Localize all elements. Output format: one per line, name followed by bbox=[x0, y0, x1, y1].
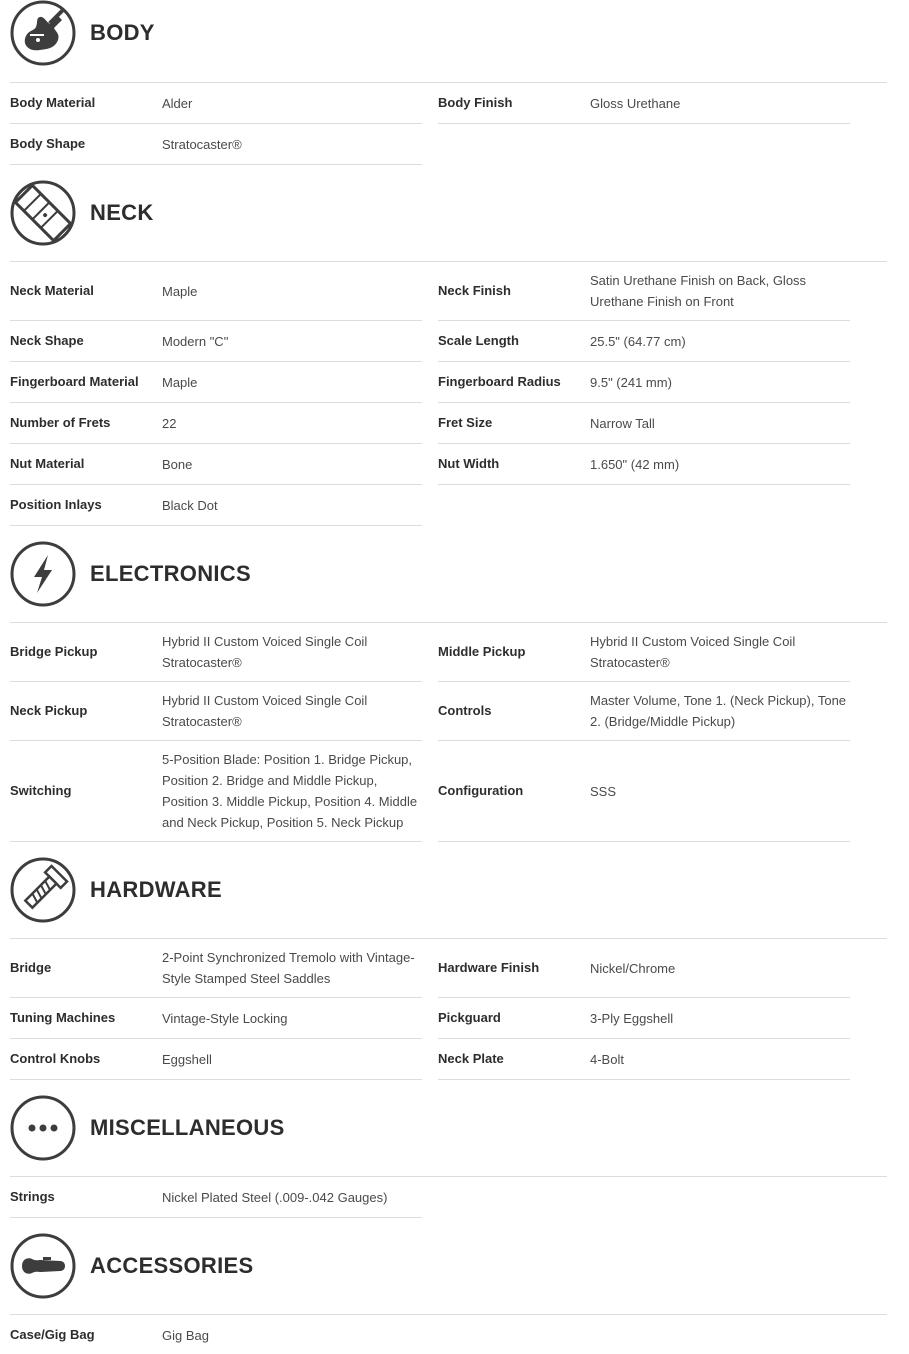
spec-value: Gloss Urethane bbox=[590, 96, 681, 111]
spec-value: 9.5" (241 mm) bbox=[590, 375, 672, 390]
spec-label: Body Shape bbox=[10, 136, 86, 151]
screw-bolt-icon bbox=[10, 857, 76, 923]
spec-row bbox=[438, 262, 850, 321]
spec-row bbox=[10, 682, 422, 741]
spec-row bbox=[10, 1039, 422, 1080]
spec-row bbox=[10, 623, 422, 682]
spec-label: Configuration bbox=[438, 783, 524, 798]
more-dots-icon bbox=[10, 1095, 76, 1161]
spec-row bbox=[10, 262, 422, 321]
spec-row bbox=[438, 403, 850, 444]
spec-label: Pickguard bbox=[438, 1010, 501, 1025]
spec-label: Fingerboard Material bbox=[10, 374, 139, 389]
section-title: ELECTRONICS bbox=[90, 561, 251, 586]
spec-row bbox=[438, 321, 850, 362]
spec-value: Alder bbox=[162, 96, 193, 111]
spec-label: Switching bbox=[10, 783, 72, 798]
guitar-case-icon bbox=[10, 1233, 76, 1299]
spec-label: Neck Plate bbox=[438, 1051, 504, 1066]
spec-label: Middle Pickup bbox=[438, 644, 526, 659]
spec-value: Nickel Plated Steel (.009-.042 Gauges) bbox=[162, 1190, 388, 1205]
spec-row bbox=[438, 1039, 850, 1080]
spec-row bbox=[10, 444, 422, 485]
section-header bbox=[10, 857, 887, 923]
spec-row bbox=[10, 403, 422, 444]
spec-value: 22 bbox=[162, 416, 177, 431]
spec-value: Hybrid II Custom Voiced Single Coil Stratocaster® bbox=[590, 634, 796, 670]
guitar-body-icon bbox=[10, 0, 76, 66]
spec-row bbox=[438, 362, 850, 403]
spec-label: Bridge bbox=[10, 960, 52, 975]
spec-row bbox=[10, 124, 422, 165]
spec-label: Neck Shape bbox=[10, 333, 84, 348]
spec-value: Satin Urethane Finish on Back, Gloss Urethane Finish on Front bbox=[590, 273, 807, 309]
spec-row bbox=[10, 741, 422, 842]
spec-value: Hybrid II Custom Voiced Single Coil Stratocaster® bbox=[162, 634, 368, 670]
spec-value: Gig Bag bbox=[162, 1328, 209, 1343]
spec-value: Eggshell bbox=[162, 1052, 212, 1067]
spec-value: 2-Point Synchronized Tremolo with Vintage-Style Stamped Steel Saddles bbox=[162, 950, 415, 986]
spec-row bbox=[10, 362, 422, 403]
spec-value: Master Volume, Tone 1. (Neck Pickup), Tone 2. (Bridge/Middle Pickup) bbox=[590, 693, 847, 729]
section-header bbox=[10, 541, 887, 607]
guitar-neck-icon bbox=[10, 180, 76, 246]
spec-label: Bridge Pickup bbox=[10, 644, 98, 659]
spec-value: Bone bbox=[162, 457, 193, 472]
spec-row bbox=[438, 741, 850, 842]
spec-row bbox=[438, 444, 850, 485]
spec-value: Narrow Tall bbox=[590, 416, 655, 431]
spec-row bbox=[10, 1315, 422, 1354]
spec-label: Neck Pickup bbox=[10, 703, 88, 718]
spec-row bbox=[10, 83, 422, 124]
spec-label: Neck Finish bbox=[438, 283, 511, 298]
section-header bbox=[10, 180, 887, 246]
spec-row bbox=[438, 623, 850, 682]
spec-label: Fingerboard Radius bbox=[438, 374, 561, 389]
section-header bbox=[10, 0, 887, 66]
spec-label: Body Material bbox=[10, 95, 96, 110]
spec-label: Controls bbox=[438, 703, 492, 718]
spec-value: 25.5" (64.77 cm) bbox=[590, 334, 686, 349]
spec-value: 1.650" (42 mm) bbox=[590, 457, 680, 472]
spec-row bbox=[10, 939, 422, 998]
spec-row bbox=[10, 1177, 422, 1218]
spec-row bbox=[10, 485, 422, 526]
spec-value: Hybrid II Custom Voiced Single Coil Stratocaster® bbox=[162, 693, 368, 729]
spec-label: Body Finish bbox=[438, 95, 513, 110]
spec-row bbox=[438, 998, 850, 1039]
spec-value: Stratocaster® bbox=[162, 137, 242, 152]
spec-label: Number of Frets bbox=[10, 415, 111, 430]
spec-label: Case/Gig Bag bbox=[10, 1327, 95, 1342]
spec-label: Fret Size bbox=[438, 415, 493, 430]
spec-label: Hardware Finish bbox=[438, 960, 540, 975]
spec-value: 5-Position Blade: Position 1. Bridge Pickup, Position 2. Bridge and Middle Pickup, Position 3. Middle Pickup, Position 4. Middle and Neck Pickup, Position 5. Neck Pickup bbox=[162, 752, 418, 830]
spec-value: Black Dot bbox=[162, 498, 218, 513]
spec-label: Nut Width bbox=[438, 456, 500, 471]
section-title: BODY bbox=[90, 20, 155, 45]
spec-row bbox=[438, 682, 850, 741]
spec-label: Tuning Machines bbox=[10, 1010, 116, 1025]
spec-value: Modern "C" bbox=[162, 334, 229, 349]
spec-value: Nickel/Chrome bbox=[590, 961, 676, 976]
spec-value: 3-Ply Eggshell bbox=[590, 1011, 674, 1026]
spec-row bbox=[10, 998, 422, 1039]
lightning-bolt-icon bbox=[10, 541, 76, 607]
spec-row bbox=[438, 83, 850, 124]
section-title: ACCESSORIES bbox=[90, 1253, 254, 1278]
section-title: NECK bbox=[90, 200, 154, 225]
section-title: MISCELLANEOUS bbox=[90, 1115, 285, 1140]
spec-label: Nut Material bbox=[10, 456, 85, 471]
spec-label: Position Inlays bbox=[10, 497, 102, 512]
spec-value: Maple bbox=[162, 284, 198, 299]
spec-value: Vintage-Style Locking bbox=[162, 1011, 288, 1026]
section-header bbox=[10, 1095, 887, 1161]
section-title: HARDWARE bbox=[90, 877, 222, 902]
spec-value: SSS bbox=[590, 784, 617, 799]
spec-row bbox=[10, 321, 422, 362]
spec-value: 4-Bolt bbox=[590, 1052, 624, 1067]
spec-value: Maple bbox=[162, 375, 198, 390]
section-header bbox=[10, 1233, 887, 1299]
spec-label: Control Knobs bbox=[10, 1051, 101, 1066]
spec-label: Scale Length bbox=[438, 333, 519, 348]
spec-label: Neck Material bbox=[10, 283, 94, 298]
spec-label: Strings bbox=[10, 1189, 55, 1204]
spec-row bbox=[438, 939, 850, 998]
